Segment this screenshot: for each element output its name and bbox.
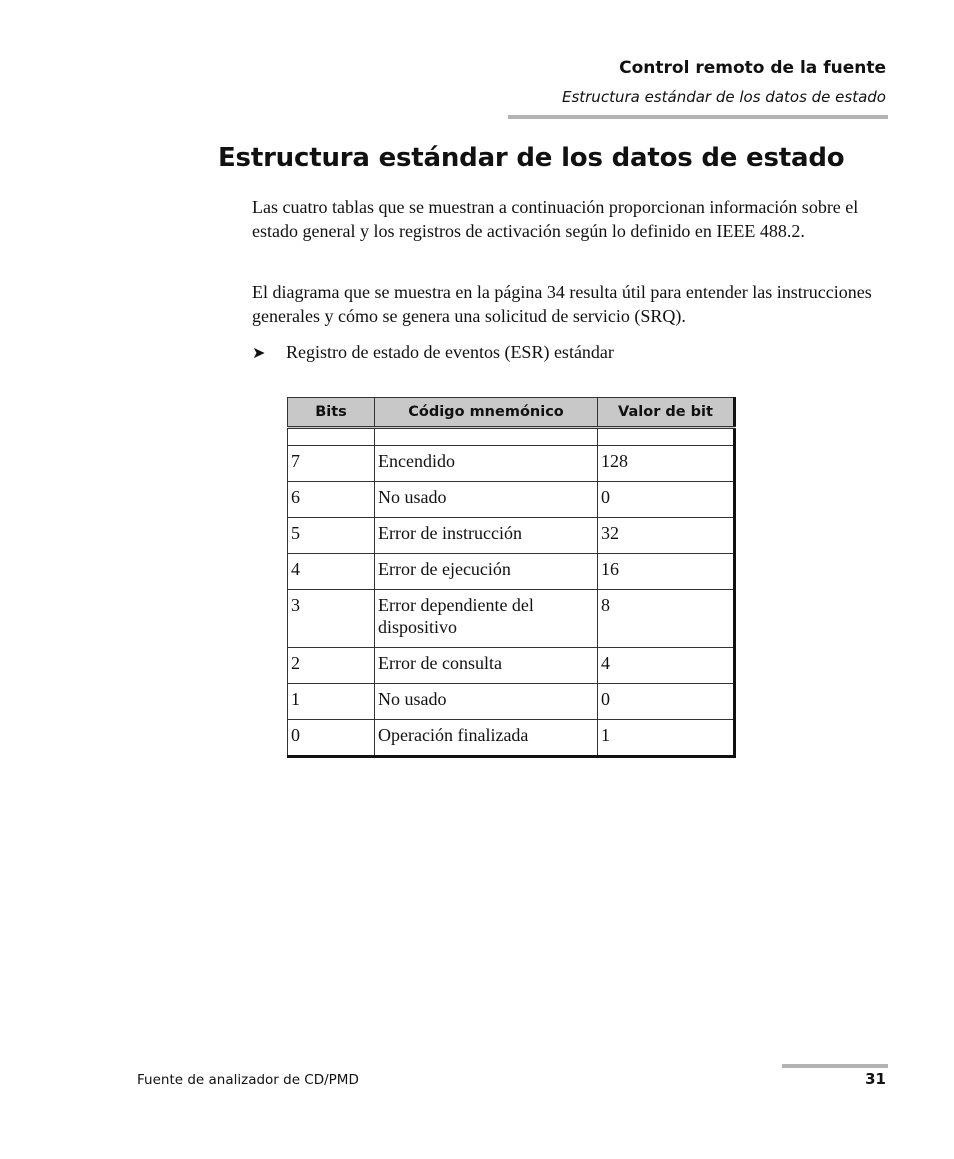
header-section-subtitle: Estructura estándar de los datos de estado bbox=[561, 88, 886, 106]
cell-mnemonic: Error de ejecución bbox=[375, 554, 598, 590]
column-header-mnemonic: Código mnemónico bbox=[375, 398, 598, 428]
cell-bit: 4 bbox=[288, 554, 375, 590]
cell-bit-value: 1 bbox=[598, 720, 735, 757]
footer-document-name: Fuente de analizador de CD/PMD bbox=[137, 1072, 359, 1088]
diagram-paragraph: El diagrama que se muestra en la página 34 resulta útil para entender las instrucciones generales y cómo se genera una solicitud de servicio (SRQ). bbox=[252, 282, 872, 326]
table-row bbox=[288, 720, 735, 757]
cell-mnemonic: Encendido bbox=[375, 446, 598, 482]
cell-bit: 5 bbox=[288, 518, 375, 554]
header-rule bbox=[508, 115, 888, 119]
table-row bbox=[288, 554, 735, 590]
cell-bit: 1 bbox=[288, 684, 375, 720]
column-header-bit-value: Valor de bit bbox=[598, 398, 735, 428]
column-header-bits: Bits bbox=[288, 398, 375, 428]
table-row bbox=[288, 590, 735, 648]
bullet-item bbox=[252, 340, 614, 366]
cell-mnemonic: Error de consulta bbox=[375, 648, 598, 684]
footer-rule bbox=[782, 1064, 888, 1068]
cell-bit-value: 0 bbox=[598, 482, 735, 518]
table-header-row bbox=[288, 398, 735, 428]
esr-table bbox=[287, 397, 736, 758]
header-chapter-title: Control remoto de la fuente bbox=[619, 58, 886, 78]
table-row bbox=[288, 446, 735, 482]
page-number: 31 bbox=[865, 1070, 886, 1088]
cell-mnemonic: No usado bbox=[375, 684, 598, 720]
arrow-bullet-icon: ➤ bbox=[252, 345, 266, 362]
cell-bit: 6 bbox=[288, 482, 375, 518]
cell-mnemonic: Operación finalizada bbox=[375, 720, 598, 757]
table-row bbox=[288, 482, 735, 518]
bullet-text: Registro de estado de eventos (ESR) estándar bbox=[286, 342, 614, 362]
page-title: Estructura estándar de los datos de estado bbox=[218, 143, 845, 173]
cell-bit: 2 bbox=[288, 648, 375, 684]
table-spacer-row bbox=[288, 428, 735, 446]
cell-mnemonic: Error de instrucción bbox=[375, 518, 598, 554]
table-row bbox=[288, 648, 735, 684]
cell-bit-value: 8 bbox=[598, 590, 735, 648]
cell-bit: 0 bbox=[288, 720, 375, 757]
cell-bit-value: 4 bbox=[598, 648, 735, 684]
cell-mnemonic: Error dependiente del dispositivo bbox=[375, 590, 598, 648]
table-row bbox=[288, 684, 735, 720]
cell-bit: 3 bbox=[288, 590, 375, 648]
table-row bbox=[288, 518, 735, 554]
cell-mnemonic: No usado bbox=[375, 482, 598, 518]
cell-bit-value: 32 bbox=[598, 518, 735, 554]
cell-bit-value: 16 bbox=[598, 554, 735, 590]
cell-bit: 7 bbox=[288, 446, 375, 482]
intro-paragraph: Las cuatro tablas que se muestran a continuación proporcionan información sobre el estado general y los registros de activación según lo definido en IEEE 488.2. bbox=[252, 197, 859, 241]
cell-bit-value: 0 bbox=[598, 684, 735, 720]
cell-bit-value: 128 bbox=[598, 446, 735, 482]
